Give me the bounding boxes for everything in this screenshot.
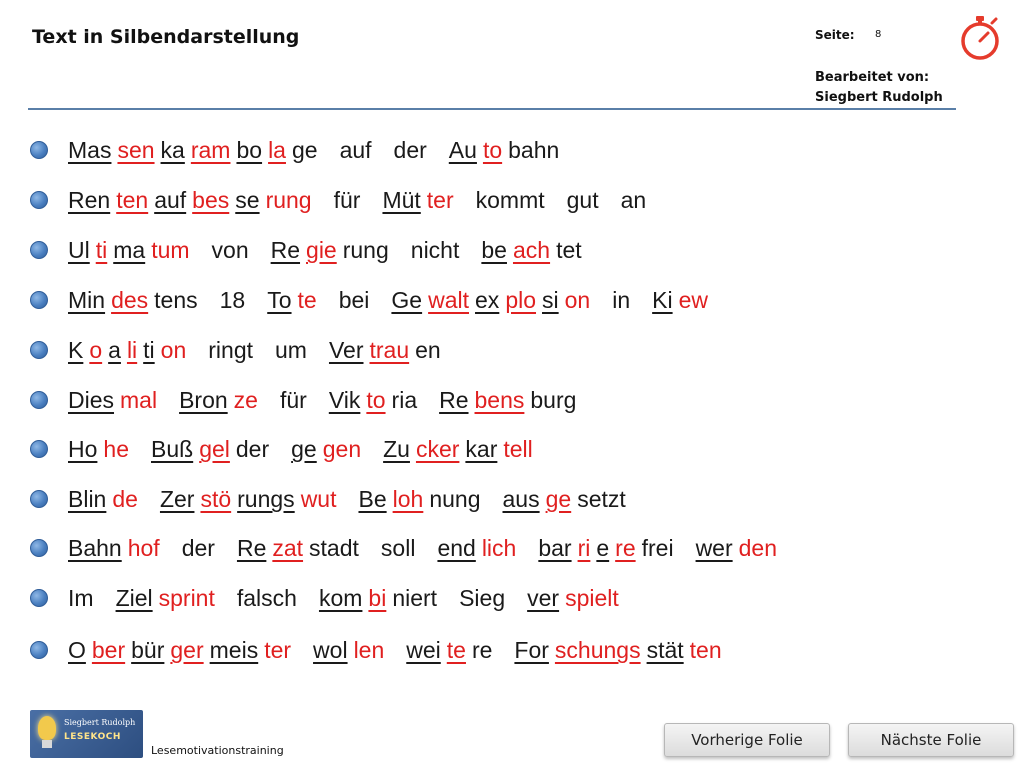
syllable: Au [448, 137, 477, 163]
sentence-words [68, 581, 641, 615]
syllable: kommt [475, 187, 545, 213]
syllable: burg [530, 387, 577, 413]
syllable: on [160, 337, 187, 363]
syllable: len [353, 637, 385, 663]
syllable: Bron [179, 387, 228, 413]
syllable: kar [465, 436, 498, 462]
word [514, 633, 721, 667]
syllable: bo [236, 137, 263, 163]
syllable: plo [505, 287, 537, 313]
syllable: se [235, 187, 260, 213]
slide-title: Text in Silbendarstellung [32, 26, 300, 48]
syllable: tens [154, 287, 198, 313]
word [275, 333, 307, 367]
syllable: Ver [328, 337, 364, 363]
word [481, 233, 581, 267]
bullet-icon [30, 391, 48, 409]
stopwatch-icon[interactable] [956, 14, 1004, 62]
syllable: der [235, 436, 270, 462]
word [182, 531, 215, 565]
word [237, 581, 297, 615]
syllable: ter [264, 637, 292, 663]
syllable: bür [131, 637, 165, 663]
syllable: tum [151, 237, 190, 263]
word [68, 183, 312, 217]
syllable: ten [689, 637, 722, 663]
word [439, 383, 576, 417]
syllable: e [596, 535, 610, 561]
syllable: Ziel [115, 585, 153, 611]
syllable: bes [192, 187, 230, 213]
syllable: bei [338, 287, 370, 313]
footer-caption: Lesemotivationstraining [151, 744, 284, 757]
syllable: ria [391, 387, 418, 413]
word [267, 283, 316, 317]
syllable: Blin [68, 486, 107, 512]
syllable: ringt [208, 337, 254, 363]
syllable: meis [209, 637, 259, 663]
word [391, 283, 590, 317]
logo-author: Siegbert Rudolph [64, 718, 136, 727]
bullet-icon [30, 490, 48, 508]
syllable: aus [502, 486, 540, 512]
editor-name: Siegbert Rudolph [815, 90, 943, 105]
syllable: ri [577, 535, 591, 561]
syllable: kom [318, 585, 363, 611]
word [271, 233, 389, 267]
word [313, 633, 384, 667]
syllable: Dies [68, 387, 115, 413]
syllable: ew [678, 287, 708, 313]
syllable: schungs [554, 637, 641, 663]
syllable: Zu [383, 436, 410, 462]
syllable: nung [429, 486, 481, 512]
syllable: si [542, 287, 559, 313]
syllable: rung [342, 237, 389, 263]
syllable: bens [474, 387, 525, 413]
bullet-icon [30, 641, 48, 659]
word [437, 531, 516, 565]
syllable: a [108, 337, 121, 363]
word [68, 233, 190, 267]
word [68, 432, 129, 466]
syllable: ka [160, 137, 185, 163]
syllable: ten [116, 187, 149, 213]
word [527, 581, 619, 615]
syllable: Ul [68, 237, 90, 263]
syllable: für [333, 187, 361, 213]
syllable: de [112, 486, 138, 512]
syllable: mal [120, 387, 158, 413]
word [358, 482, 480, 516]
word [291, 432, 361, 466]
lesekoch-logo [30, 710, 143, 758]
word [116, 581, 215, 615]
syllable: ma [113, 237, 146, 263]
syllable: ti [95, 237, 108, 263]
syllable: auf [339, 137, 372, 163]
bullet-icon [30, 539, 48, 557]
bullet-icon [30, 291, 48, 309]
word [68, 133, 318, 167]
page-label: Seite: [815, 28, 855, 42]
syllable: Ge [391, 287, 423, 313]
syllable: to [366, 387, 386, 413]
syllable: den [738, 535, 777, 561]
syllable: Bahn [68, 535, 122, 561]
syllable: Ho [68, 436, 98, 462]
word [476, 183, 545, 217]
syllable: auf [154, 187, 187, 213]
syllable: ver [527, 585, 560, 611]
syllable: Re [236, 535, 267, 561]
word [383, 432, 533, 466]
word [621, 183, 647, 217]
bullet-icon [30, 589, 48, 607]
sentence-words [68, 432, 555, 466]
syllable: um [275, 337, 307, 363]
syllable: te [446, 637, 466, 663]
syllable: wer [695, 535, 733, 561]
syllable: re [615, 535, 636, 561]
syllable: O [68, 637, 86, 663]
syllable: Buß [151, 436, 194, 462]
syllable: gut [566, 187, 599, 213]
syllable: Im [68, 585, 94, 611]
syllable: sprint [158, 585, 215, 611]
syllable: der [393, 137, 427, 163]
syllable: niert [392, 585, 438, 611]
syllable: falsch [236, 585, 297, 611]
syllable: Ki [652, 287, 673, 313]
word [68, 633, 291, 667]
syllable: ge [291, 436, 317, 462]
syllable: lich [481, 535, 517, 561]
sentence-words [68, 333, 463, 367]
syllable: stö [200, 486, 232, 512]
word [411, 233, 460, 267]
next-slide-button[interactable]: Nächste Folie [848, 723, 1014, 757]
bullet-icon [30, 341, 48, 359]
word [538, 531, 673, 565]
word [340, 133, 372, 167]
syllable: ze [233, 387, 258, 413]
syllable: cker [415, 436, 460, 462]
word [329, 383, 417, 417]
syllable: bar [538, 535, 572, 561]
word [68, 581, 94, 615]
sentence-words [68, 183, 668, 217]
syllable: ger [170, 637, 204, 663]
syllable: zat [272, 535, 304, 561]
word [652, 283, 708, 317]
syllable: For [514, 637, 549, 663]
syllable: ti [143, 337, 155, 363]
word [406, 633, 492, 667]
syllable: ach [512, 237, 551, 263]
syllable: rung [265, 187, 312, 213]
bullet-icon [30, 141, 48, 159]
syllable: wut [300, 486, 337, 512]
word [612, 283, 630, 317]
syllable: frei [641, 535, 674, 561]
bullet-icon [30, 440, 48, 458]
syllable: Ren [68, 187, 111, 213]
sentence-words [68, 233, 604, 267]
word [68, 383, 157, 417]
syllable: re [471, 637, 493, 663]
syllable: Re [439, 387, 469, 413]
syllable: on [564, 287, 591, 313]
word [329, 333, 441, 367]
word [151, 432, 269, 466]
syllable: ex [475, 287, 500, 313]
syllable: ter [426, 187, 454, 213]
word [68, 333, 186, 367]
syllable: la [268, 137, 286, 163]
syllable: Min [68, 287, 106, 313]
syllable: Be [358, 486, 387, 512]
syllable: to [482, 137, 503, 163]
sentence-words [68, 633, 744, 667]
word [459, 581, 505, 615]
syllable: tet [556, 237, 582, 263]
word [208, 333, 253, 367]
syllable: ram [190, 137, 231, 163]
syllable: ge [545, 486, 572, 512]
syllable: sen [117, 137, 155, 163]
sentence-words [68, 531, 799, 565]
word [237, 531, 359, 565]
bullet-icon [30, 241, 48, 259]
syllable: gie [306, 237, 337, 263]
syllable: li [126, 337, 138, 363]
syllable: des [111, 287, 149, 313]
syllable: ge [291, 137, 318, 163]
word [696, 531, 777, 565]
syllable: Vik [328, 387, 361, 413]
word [334, 183, 361, 217]
syllable: trau [369, 337, 410, 363]
sentence-words [68, 133, 581, 167]
word [394, 133, 427, 167]
header-divider [28, 108, 956, 110]
syllable: tell [503, 436, 533, 462]
word [503, 482, 626, 516]
syllable: be [481, 237, 507, 263]
syllable: ber [91, 637, 126, 663]
syllable: o [89, 337, 103, 363]
syllable: Re [270, 237, 301, 263]
syllable: stadt [309, 535, 359, 561]
syllable: To [267, 287, 292, 313]
editor-label: Bearbeitet von: [815, 70, 930, 85]
previous-slide-button[interactable]: Vorherige Folie [664, 723, 830, 757]
word [567, 183, 599, 217]
syllable: hof [127, 535, 160, 561]
syllable: der [181, 535, 215, 561]
sentence-words [68, 283, 730, 317]
word [449, 133, 560, 167]
syllable: K [68, 337, 84, 363]
syllable: 18 [219, 287, 246, 313]
syllable: te [297, 287, 317, 313]
syllable: stät [646, 637, 684, 663]
syllable: wol [313, 637, 348, 663]
word [339, 283, 370, 317]
word [220, 283, 246, 317]
word [68, 482, 138, 516]
syllable: setzt [577, 486, 626, 512]
syllable: loh [392, 486, 424, 512]
word [68, 283, 198, 317]
word [280, 383, 307, 417]
syllable: nicht [410, 237, 460, 263]
syllable: Müt [382, 187, 421, 213]
word [212, 233, 249, 267]
syllable: walt [428, 287, 470, 313]
syllable: an [620, 187, 647, 213]
bullet-icon [30, 191, 48, 209]
editor-info [815, 68, 943, 108]
syllable: Sieg [459, 585, 506, 611]
word [319, 581, 437, 615]
syllable: gel [199, 436, 230, 462]
syllable: Zer [159, 486, 195, 512]
word [160, 482, 337, 516]
word [381, 531, 416, 565]
page-number: 8 [875, 29, 882, 40]
word [68, 531, 160, 565]
syllable: Mas [68, 137, 112, 163]
syllable: end [437, 535, 476, 561]
syllable: bi [368, 585, 387, 611]
syllable: bahn [508, 137, 560, 163]
syllable: en [415, 337, 441, 363]
syllable: spielt [565, 585, 619, 611]
word [179, 383, 258, 417]
logo-brand: LESEKOCH [64, 732, 121, 742]
lightbulb-icon [38, 716, 56, 740]
syllable: he [103, 436, 129, 462]
syllable: soll [380, 535, 416, 561]
sentence-words [68, 482, 648, 516]
syllable: von [211, 237, 249, 263]
syllable: für [279, 387, 307, 413]
syllable: rungs [237, 486, 295, 512]
word [382, 183, 453, 217]
sentence-words [68, 383, 598, 417]
syllable: wei [406, 637, 441, 663]
syllable: gen [322, 436, 362, 462]
syllable: in [612, 287, 631, 313]
